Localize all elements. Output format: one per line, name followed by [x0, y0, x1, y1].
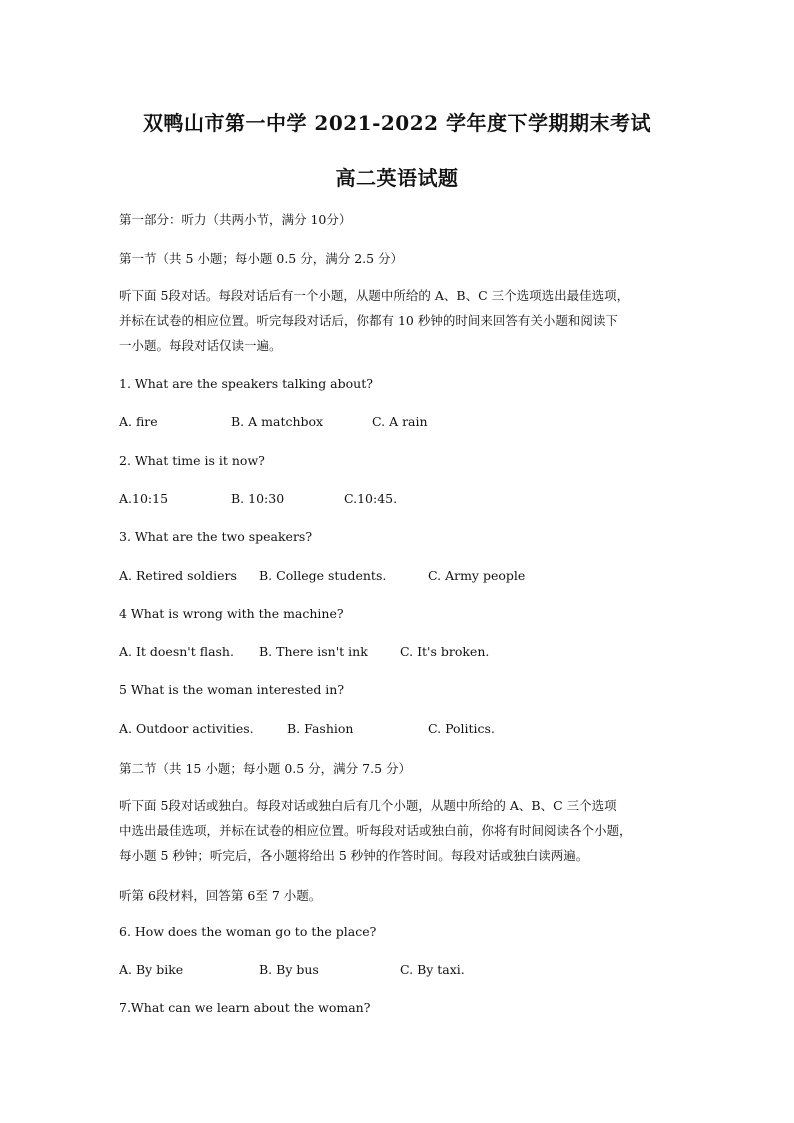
option-b: B. Fashion — [287, 721, 354, 736]
option-a: A. It doesn't flash. — [119, 644, 234, 659]
section2-heading: 第二节（共 15 小题；每小题 0.5 分，满分 7.5 分） — [119, 761, 412, 776]
question-stem: 6. How does the woman go to the place? — [119, 924, 377, 939]
option-b: B. College students. — [259, 568, 387, 583]
question-stem: 1. What are the speakers talking about? — [119, 376, 373, 391]
option-b: B. A matchbox — [231, 414, 324, 429]
instruction-line: 一小题。每段对话仅读一遍。 — [119, 338, 282, 353]
option-a: A.10:15 — [119, 491, 169, 506]
question-stem: 3. What are the two speakers? — [119, 529, 313, 544]
option-c: C. Politics. — [428, 721, 495, 736]
instruction-line: 听下面 5段对话或独白。每段对话或独白后有几个小题，从题中所给的 A、B、C 三个选项 — [119, 798, 617, 813]
option-c: C. By taxi. — [400, 962, 465, 977]
option-c: C. Army people — [428, 568, 526, 583]
option-a: A. Retired soldiers — [119, 568, 237, 583]
instruction-line: 并标在试卷的相应位置。听完每段对话后，你都有 10 秒钟的时间来回答有关小题和阅读下 — [119, 313, 618, 328]
part1-heading: 第一部分：听力（共两小节，满分 10分） — [119, 212, 352, 227]
question-stem: 7.What can we learn about the woman? — [119, 1000, 371, 1015]
option-b: B. 10:30 — [231, 491, 285, 506]
section1-heading: 第一节（共 5 小题；每小题 0.5 分，满分 2.5 分） — [119, 251, 404, 266]
option-c: C.10:45. — [344, 491, 398, 506]
question-stem: 5 What is the woman interested in? — [119, 682, 345, 697]
option-a: A. fire — [119, 414, 158, 429]
section1-instructions — [119, 283, 679, 358]
instruction-line: 中选出最佳选项，并标在试卷的相应位置。听每段对话或独白前，你将有时间阅读各个小题， — [119, 823, 632, 838]
option-c: C. It's broken. — [400, 644, 490, 659]
option-a: A. Outdoor activities. — [119, 721, 254, 736]
option-c: C. A rain — [372, 414, 428, 429]
section2-instructions — [119, 793, 679, 868]
instruction-line: 每小题 5 秒钟；听完后，各小题将给出 5 秒钟的作答时间。每段对话或独白读两遍。 — [119, 848, 589, 863]
option-a: A. By bike — [119, 962, 184, 977]
option-b: B. By bus — [259, 962, 319, 977]
option-b: B. There isn't ink — [259, 644, 368, 659]
exam-subtitle: 高二英语试题 — [335, 166, 459, 190]
question-stem: 4 What is wrong with the machine? — [119, 606, 344, 621]
material-note: 听第 6段材料，回答第 6至 7 小题。 — [119, 888, 322, 903]
instruction-line: 听下面 5段对话。每段对话后有一个小题，从题中所给的 A、B、C 三个选项选出最佳选项， — [119, 288, 630, 303]
exam-title: 双鸭山市第一中学 2021-2022 学年度下学期期末考试 — [142, 111, 652, 135]
question-stem: 2. What time is it now? — [119, 453, 265, 468]
